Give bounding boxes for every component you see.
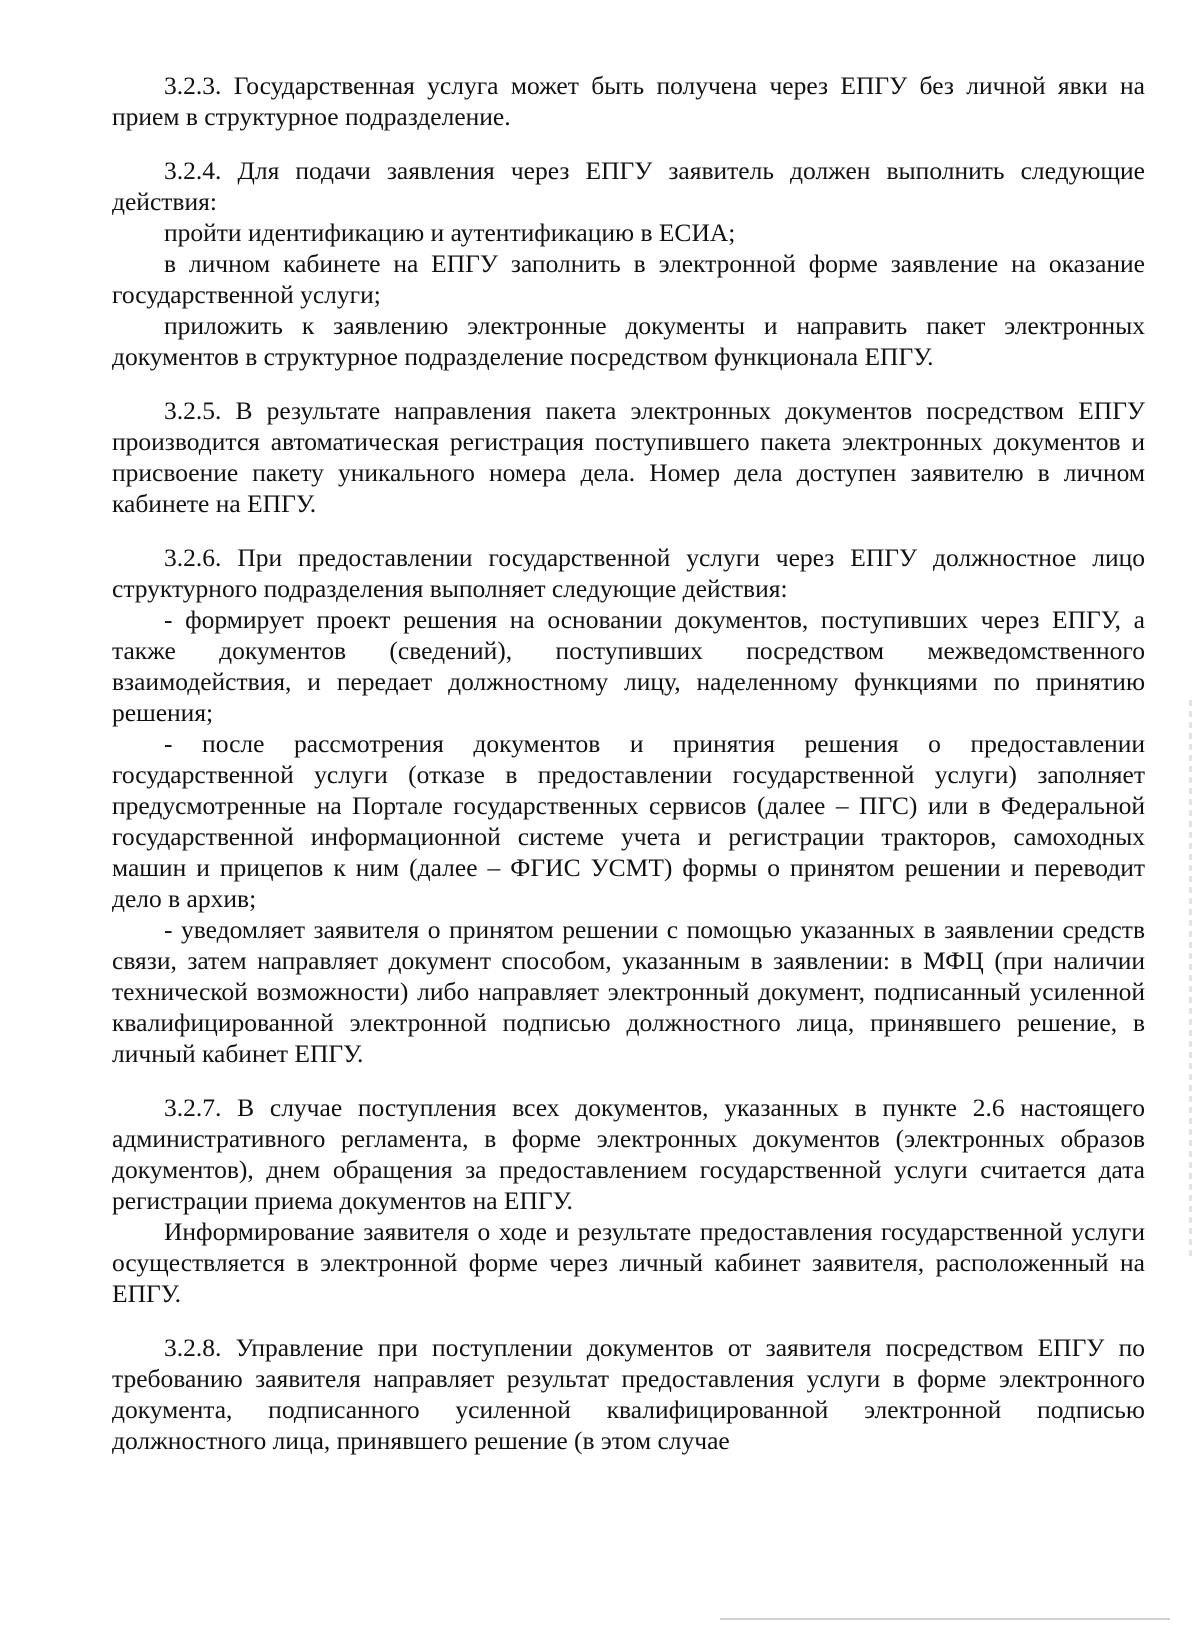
paragraph-3-2-4-item-1: пройти идентификацию и аутентификацию в ЕСИА; bbox=[164, 218, 736, 247]
scan-bottom-line bbox=[720, 1618, 1170, 1620]
paragraph-3-2-8: 3.2.8. Управление при поступлении документов от заявителя посредством ЕПГУ по требованию заявителя направляет результат предоставления услуги в форме электронного документа, подписанного усиленной квалифицированной электронной подписью должностного лица, принявшего решение (в этом случае bbox=[112, 1333, 1145, 1455]
paragraph-3-2-6-item-2: - после рассмотрения документов и принятия решения о предоставлении государственной услуги (отказе в предоставлении государственной услуги) заполняет предусмотренные на Портале государственных сервисов (далее – ПГС) или в Федеральной государственной информационной системе учета и регистрации тракторов, самоходных машин и прицепов к ним (далее – ФГИС УСМТ) формы о принятом решении и переводит дело в архив; bbox=[112, 729, 1145, 913]
paragraph-3-2-3: 3.2.3. Государственная услуга может быть получена через ЕПГУ без личной явки на прием в структурное подразделение. bbox=[112, 71, 1145, 131]
paragraph-3-2-4-item-2: в личном кабинете на ЕПГУ заполнить в электронной форме заявление на оказание государственной услуги; bbox=[112, 249, 1145, 309]
paragraph-3-2-7: 3.2.7. В случае поступления всех документов, указанных в пункте 2.6 настоящего административного регламента, в форме электронных документов (электронных образов документов), днем обращения за предоставлением государственной услуги считается дата регистрации приема документов на ЕПГУ. bbox=[112, 1093, 1145, 1215]
paragraph-3-2-5: 3.2.5. В результате направления пакета электронных документов посредством ЕПГУ производится автоматическая регистрация поступившего пакета электронных документов и присвоение пакету уникального номера дела. Номер дела доступен заявителю в личном кабинете на ЕПГУ. bbox=[112, 396, 1145, 518]
scan-edge-artifact bbox=[1189, 700, 1192, 1260]
paragraph-3-2-6-item-3: - уведомляет заявителя о принятом решении с помощью указанных в заявлении средств связи, затем направляет документ способом, указанным в заявлении: в МФЦ (при наличии технической возможности) либо направляет электронный документ, подписанный усиленной квалифицированной электронной подписью должностного лица, принявшего решение, в личный кабинет ЕПГУ. bbox=[112, 915, 1145, 1068]
paragraph-3-2-4: 3.2.4. Для подачи заявления через ЕПГУ заявитель должен выполнить следующие действия: bbox=[112, 156, 1145, 216]
paragraph-3-2-6-item-1: - формирует проект решения на основании документов, поступивших через ЕПГУ, а также документов (сведений), поступивших посредством межведомственного взаимодействия, и передает должностному лицу, наделенному функциями по принятию решения; bbox=[112, 605, 1145, 727]
document-page bbox=[112, 70, 1145, 1456]
paragraph-3-2-4-item-3: приложить к заявлению электронные документы и направить пакет электронных документов в структурное подразделение посредством функционала ЕПГУ. bbox=[112, 311, 1145, 371]
paragraph-3-2-6: 3.2.6. При предоставлении государственной услуги через ЕПГУ должностное лицо структурного подразделения выполняет следующие действия: bbox=[112, 543, 1145, 603]
paragraph-3-2-7-informing: Информирование заявителя о ходе и результате предоставления государственной услуги осуществляется в электронной форме через личный кабинет заявителя, расположенный на ЕПГУ. bbox=[112, 1217, 1145, 1308]
